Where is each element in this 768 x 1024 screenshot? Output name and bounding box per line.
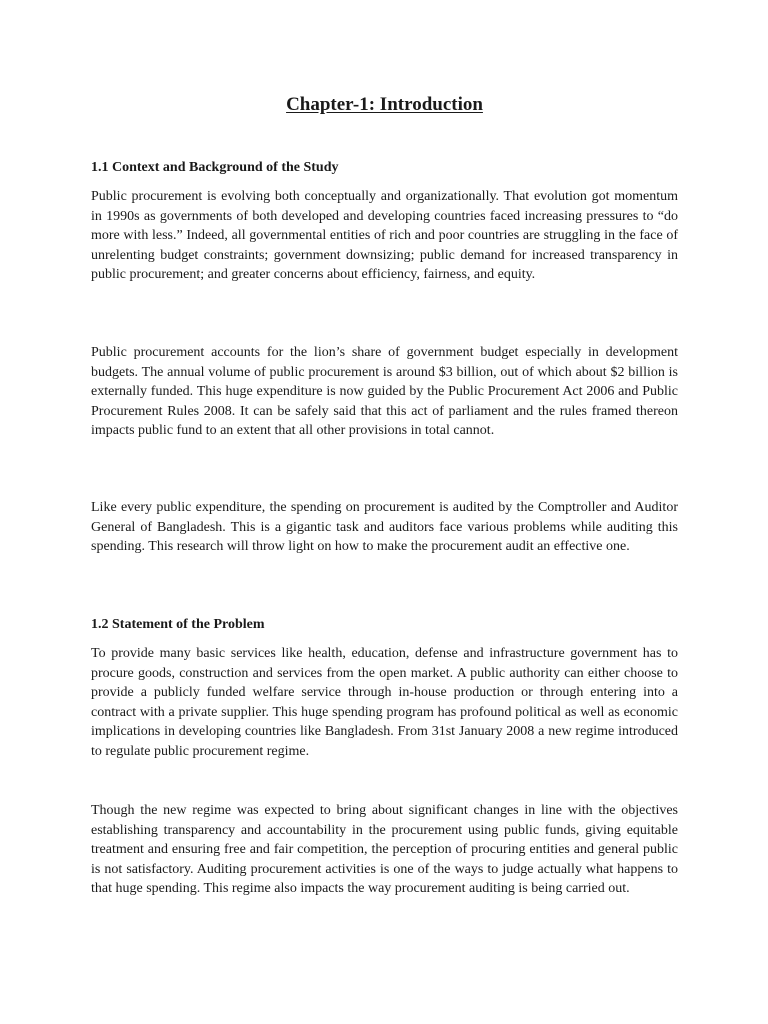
paragraph-context-2: Public procurement accounts for the lion’s share of government budget especially in development budgets. The annual volume of public procurement is around $3 billion, out of which about $2 billion is externally funded. This huge expenditure is now guided by the Public Procurement Act 2006 and Public Procurement Rules 2008. It can be safely said that this act of parliament and the rules framed thereon impacts public fund to an extent that all other provisions in total cannot. xyxy=(91,345,678,438)
paragraph-context-1: Public procurement is evolving both conceptually and organizationally. That evolution got momentum in 1990s as governments of both developed and developing countries faced increasing pressures to “do more with less.” Indeed, all governmental entities of rich and poor countries are struggling in the face of unrelenting budget constraints; government downsizing; public demand for increased transparency in public procurement; and greater concerns about efficiency, fairness, and equity. xyxy=(91,189,678,282)
paragraph-problem-2: Though the new regime was expected to bring about significant changes in line with the objectives establishing transparency and accountability in the procurement using public funds, giving equitable treatment and ensuring free and fair competition, the perception of procuring entities and general public is not satisfactory. Auditing procurement activities is one of the ways to judge actually what happens to that huge spending. This regime also impacts the way procurement auditing is being carried out. xyxy=(91,803,678,896)
paragraph-context-3: Like every public expenditure, the spending on procurement is audited by the Comptroller and Auditor General of Bangladesh. This is a gigantic task and auditors face various problems while auditing this spending. This research will throw light on how to make the procurement audit an effective one. xyxy=(91,500,678,554)
section-heading-context: 1.1 Context and Background of the Study xyxy=(91,160,339,175)
chapter-title xyxy=(91,93,678,117)
section-heading-problem: 1.2 Statement of the Problem xyxy=(91,617,265,632)
paragraph-problem-1: To provide many basic services like health, education, defense and infrastructure government has to procure goods, construction and services from the open market. A public authority can either choose to provide a publicly funded welfare service through in-house production or through entering into a contract with a private supplier. This huge spending program has profound political as well as economic implications in developing countries like Bangladesh. From 31st January 2008 a new regime introduced to regulate public procurement regime. xyxy=(91,646,678,759)
chapter-title-text: Chapter-1: Introduction xyxy=(286,94,483,115)
